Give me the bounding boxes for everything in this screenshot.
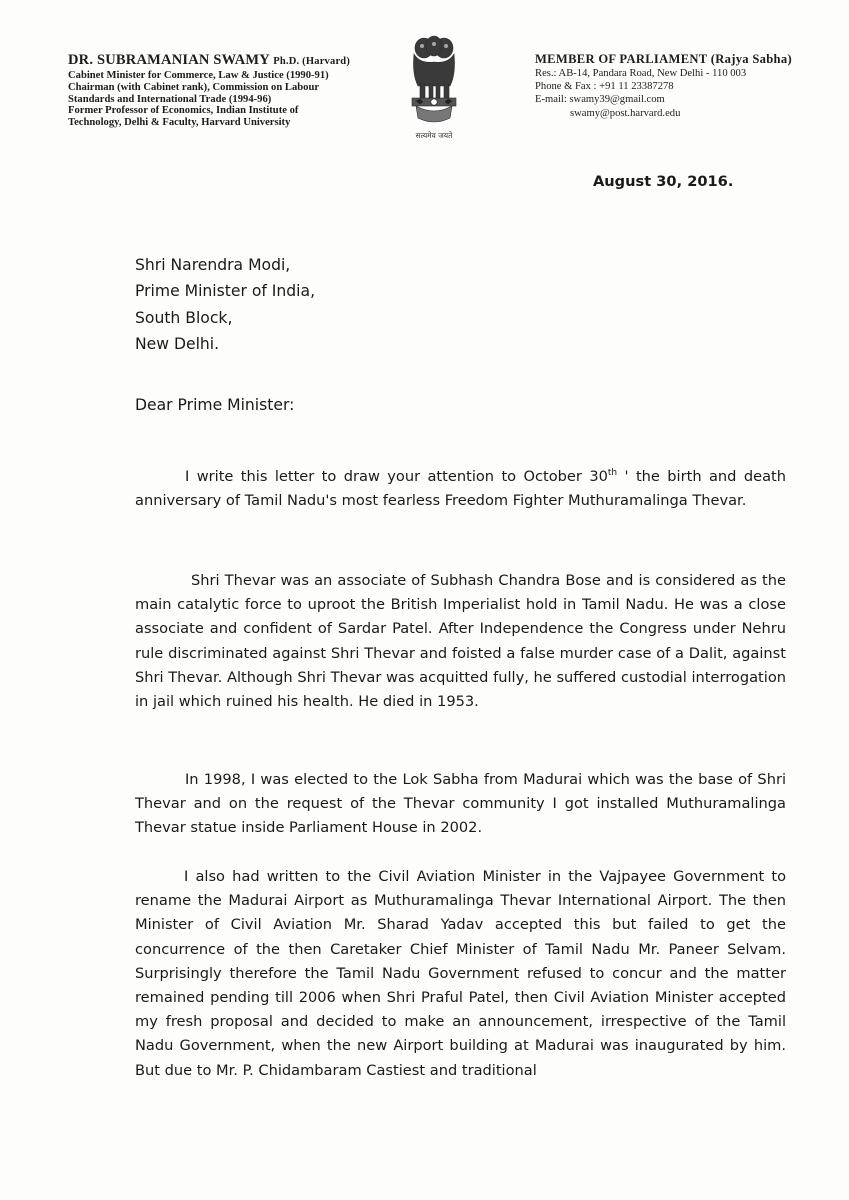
paragraph-2-text: Shri Thevar was an associate of Subhash Chandra Bose and is considered as the main catalytic force to uproot the British Imperialist hold in Tamil Nadu. He was a close associate and confident of Sardar Patel. After Independence the Congress under Nehru rule discriminated against Shri Thevar and foisted a false murder case of a Dalit, against Shri Thevar. Although Shri Thevar was acquitted fully, he suffered custodial interrogation in jail which ruined his health. He died in 1953. bbox=[135, 572, 786, 711]
recipient-line: New Delhi. bbox=[135, 335, 220, 354]
salutation: Dear Prime Minister: bbox=[135, 396, 295, 414]
credential-line: Former Professor of Economics, Indian Institute of bbox=[68, 105, 299, 117]
sender-name-line bbox=[68, 52, 368, 70]
residence-address: Res.: AB-14, Pandara Road, New Delhi - 110 003 bbox=[535, 68, 747, 79]
phone-fax: Phone & Fax : +91 11 23387278 bbox=[535, 81, 674, 93]
paragraph-3-text: In 1998, I was elected to the Lok Sabha from Madurai which was the base of Shri Thevar and on the request of the Thevar community I got installed Muthuramalinga Thevar statue inside Parliament House in 2002. bbox=[135, 771, 786, 837]
paragraph-4 bbox=[135, 865, 786, 1083]
sender-degree: Ph.D. (Harvard) bbox=[273, 56, 351, 67]
letter-date: August 30, 2016. bbox=[593, 173, 734, 190]
credential-line: Standards and International Trade (1994-96) bbox=[68, 93, 272, 105]
paragraph-1-text-b: ' the birth and death anniversary of Tamil Nadu's most fearless Freedom Fighter Muthuramalinga Thevar. bbox=[135, 468, 786, 510]
paragraph-3 bbox=[135, 768, 786, 841]
recipient-address bbox=[135, 252, 315, 358]
credential-line: Technology, Delhi & Faculty, Harvard University bbox=[68, 117, 291, 129]
emblem-motto: सत्यमेव जयते bbox=[415, 131, 453, 140]
letterhead-right bbox=[535, 52, 835, 120]
credential-line: Cabinet Minister for Commerce, Law & Justice (1990-91) bbox=[68, 70, 329, 81]
sender-name: DR. SUBRAMANIAN SWAMY bbox=[68, 52, 270, 68]
credential-line: Chairman (with Cabinet rank), Commission on Labour bbox=[68, 81, 320, 93]
email-primary: E-mail: swamy39@gmail.com bbox=[535, 94, 665, 106]
paragraph-4-text: I also had written to the Civil Aviation Minister in the Vajpayee Government to rename the Madurai Airport as Muthuramalinga Thevar International Airport. The then Minister of Civil Aviation Mr. Sharad Yadav accepted this but failed to get the concurrence of the then Caretaker Chief Minister of Tamil Nadu Mr. Paneer Selvam. Surprisingly therefore the Tamil Nadu Government refused to concur and the matter remained pending till 2006 when Shri Praful Patel, then Civil Aviation Minister accepted my fresh proposal and decided to make an announcement, irrespective of the Tamil Nadu Government, when the new Airport building at Madurai was inaugurated by him. But due to Mr. P. Chidambaram Castiest and traditional bbox=[135, 868, 786, 1079]
paragraph-1-text-a: I write this letter to draw your attention to October 30 bbox=[185, 468, 608, 485]
paragraph-2 bbox=[135, 569, 786, 714]
ordinal-superscript: th bbox=[607, 468, 618, 479]
member-of-parliament-title: MEMBER OF PARLIAMENT (Rajya Sabha) bbox=[535, 52, 792, 66]
recipient-line: South Block, bbox=[135, 308, 233, 327]
email-secondary: swamy@post.harvard.edu bbox=[570, 107, 681, 119]
recipient-line: Prime Minister of India, bbox=[135, 282, 316, 301]
letterhead-left bbox=[68, 52, 368, 129]
paragraph-1 bbox=[135, 465, 786, 513]
recipient-line: Shri Narendra Modi, bbox=[135, 256, 291, 274]
